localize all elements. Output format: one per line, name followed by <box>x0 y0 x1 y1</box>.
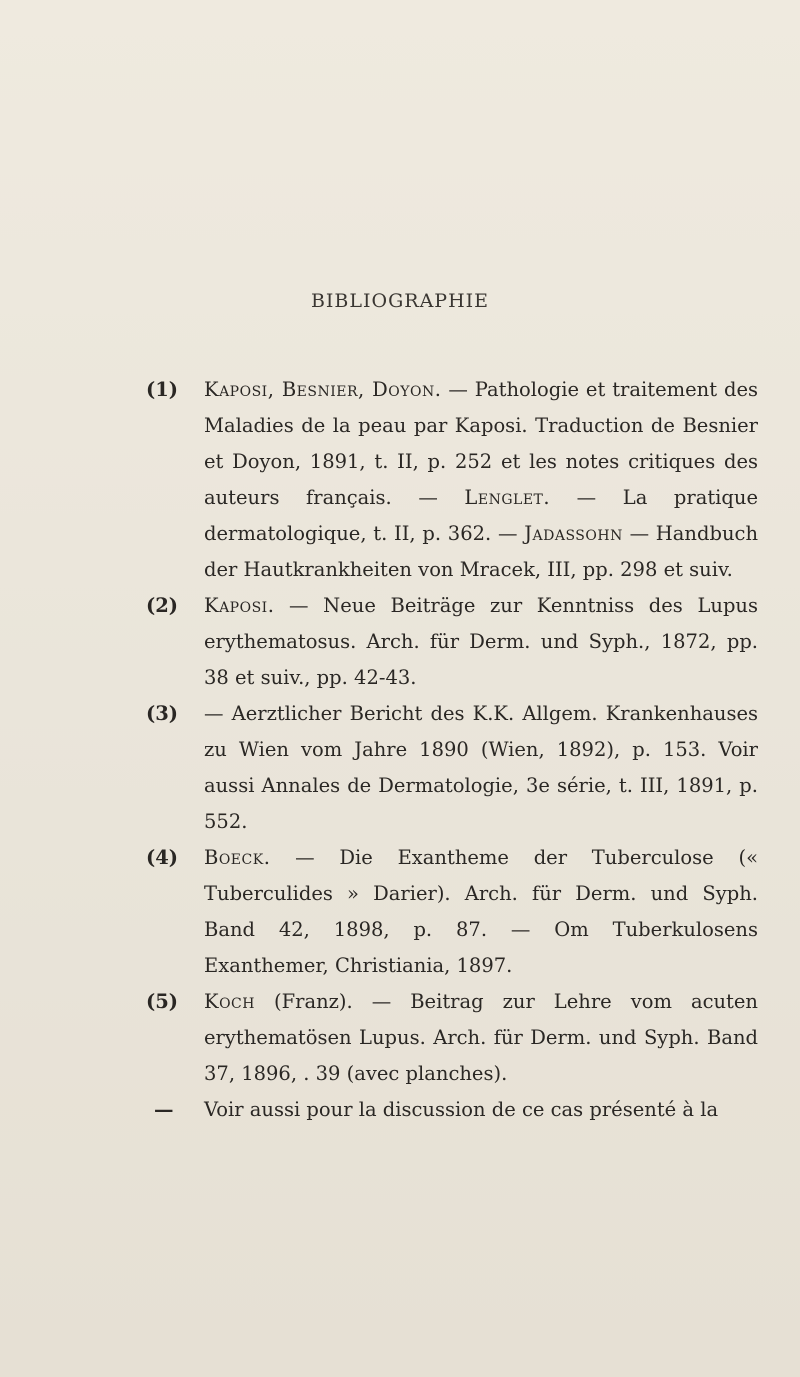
entry-text: Voir aussi pour la discussion de ce cas présenté à la <box>204 1098 719 1121</box>
entry-authors-3: Jadassohn <box>524 522 623 545</box>
entry-number: (5) <box>146 990 179 1013</box>
entry-authors: Koch <box>204 990 255 1013</box>
entry-number: (4) <box>146 846 179 869</box>
entry-authors: Kaposi. <box>204 594 275 617</box>
entry-dash: — <box>154 1098 174 1121</box>
bibliography-list <box>146 372 758 1128</box>
entry-text: — Neue Beiträge zur Kenntniss des Lupus erythematosus. Arch. für Derm. und Syph., 1872, pp. 38 et suiv., pp. 42-43. <box>204 594 758 689</box>
entry-authors-2: Lenglet. <box>464 486 551 509</box>
entry-text: (Franz). — Beitrag zur Lehre vom acuten erythematösen Lupus. Arch. für Derm. und Syph. Band 37, 1896, . 39 (avec planches). <box>204 990 758 1085</box>
entry-text: — Aerztlicher Bericht des K.K. Allgem. Krankenhauses zu Wien vom Jahre 1890 (Wien, 1892), p. 153. Voir aussi Annales de Dermatologie, 3e série, t. III, 1891, p. 552. <box>204 702 758 833</box>
entry-text-2: — La pratique dermatologique, t. II, p. 362. — <box>204 486 758 545</box>
entry-number: (1) <box>146 378 179 401</box>
bibliography-entry-2 <box>146 588 758 696</box>
entry-authors: Kaposi, Besnier, Doyon. <box>204 378 442 401</box>
page-title: BIBLIOGRAPHIE <box>310 290 490 312</box>
bibliography-entry-4 <box>146 840 758 984</box>
bibliography-entry-continuation <box>146 1092 758 1128</box>
bibliography-entry-3 <box>146 696 758 840</box>
entry-number: (2) <box>146 594 179 617</box>
bibliography-entry-5 <box>146 984 758 1092</box>
entry-text-3: — Handbuch der Hautkrankheiten von Mracek, III, pp. 298 et suiv. <box>204 522 758 581</box>
entry-authors: Boeck. <box>204 846 271 869</box>
entry-number: (3) <box>146 702 179 725</box>
entry-text: — Die Exantheme der Tuberculose (« Tuberculides » Darier). Arch. für Derm. und Syph. Band 42, 1898, p. 87. — Om Tuberkulosens Exanthemer, Christiania, 1897. <box>204 846 758 977</box>
entry-text: — Pathologie et traitement des Maladies de la peau par Kaposi. Traduction de Besnier et Doyon, 1891, t. II, p. 252 et les notes critiques des auteurs français. — <box>204 378 758 509</box>
bibliography-entry-1 <box>146 372 758 588</box>
